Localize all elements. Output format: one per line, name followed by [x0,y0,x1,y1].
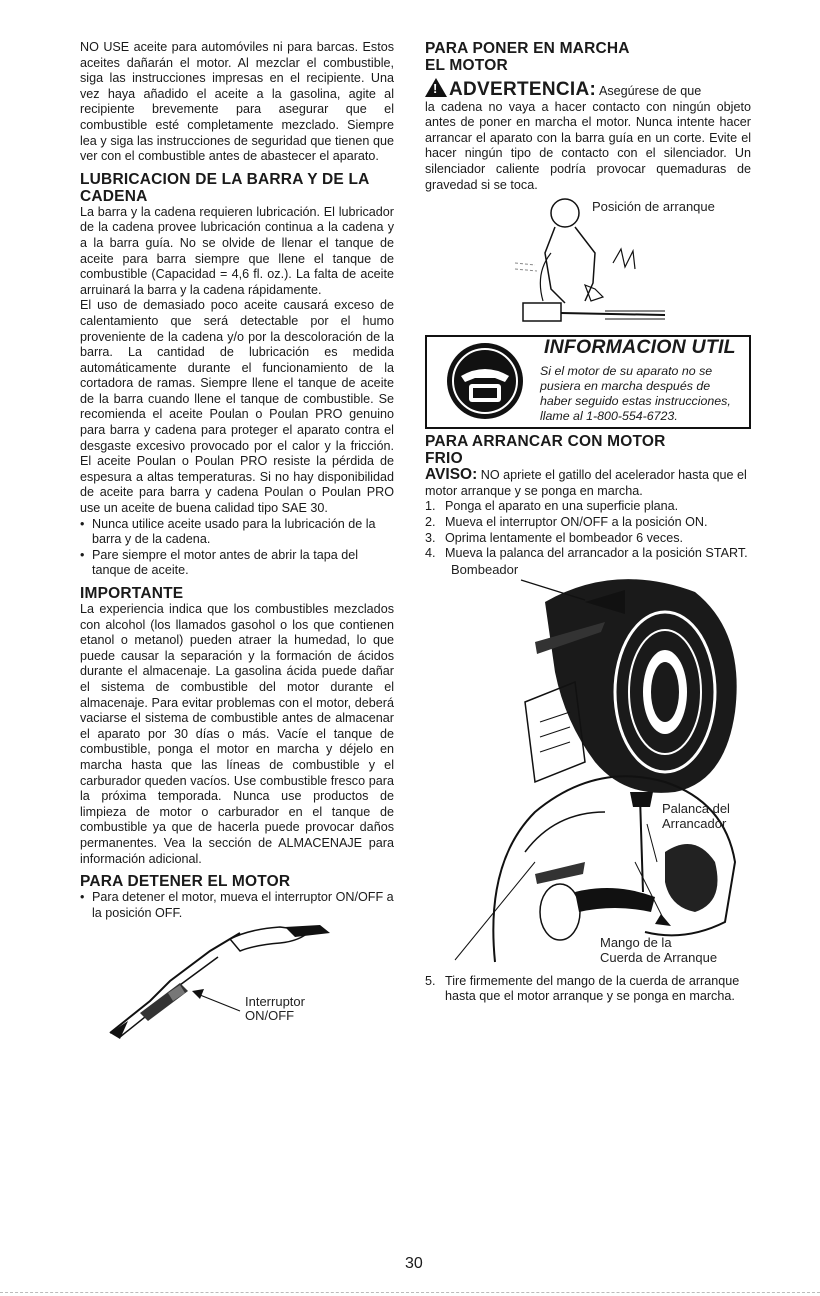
important-paragraph: La experiencia indica que los combustibles mezclados con alcohol (los llamados gasohol o los que contienen etanol o metanol) pueden atraer la humedad, lo que puede causar la separación y la formación de ácidos durante el almacenaje. La gasolina ácida puede dañar el sistema de combustible del motor durante el almacenaje. Para evitar problemas con el motor, deberá vaciarse el sistema de combustible antes de almacenar el aparato por 30 días o más. Vacíe el tanque de combustible, ponga el motor en marcha y déjelo en marcha hasta que las líneas de combustible y el carburador queden vacíos. Use combustible fresco para la próxima temporada. Nunca use productos de limpieza de motor o carburador en el tanque de combustible ya que de hacerla puede provocar daños permanentes. Vea la sección de ALMACENAJE para información adicional. [80,602,394,866]
list-item: • Para detener el motor, mueva el interruptor ON/OFF a la posición OFF. [80,890,394,921]
list-item [425,531,751,547]
lubrication-paragraph-2: El uso de demasiado poco aceite causará exceso de calentamiento que será detectable por el humo proveniente de la cadena y/o por la descoloración de la barra. La cantidad de lubricación es medida automáticamente durante el funcionamiento de la cortadora de ramas. Siempre llene el tanque de aceite de la barra cuando llene el tanque de combustible. Se recomienda el aceite Poulan o Poulan PRO genuino para barra y cadena para proteger el aparato contra el desgaste excesivo provocado por el calor y la fricción. El aceite Poulan o Poulan PRO resiste la pérdida de espesura a altas temperaturas. Si no hay disponibilidad de aceite para barra y cadena Poulan o Poulan PRO use un aceite de buena calidad tipo SAE 30. [80,298,394,516]
starting-position-label: Posición de arranque [592,199,715,215]
notice-title: AVISO: [425,466,478,484]
step-text: Mueva la palanca del arrancador a la posición START. [445,546,748,561]
list-item: • Nunca utilice aceite usado para la lubricación de la barra y de la cadena. [80,517,394,548]
list-item [425,499,751,515]
engine-controls-figure [425,562,751,974]
warning-lead: Asegúrese de que [596,84,702,98]
lubrication-paragraph-1: La barra y la cadena requieren lubricación. El lubricador de la cadena provee lubricación continua a la cadena y a la barra guía. No se olvide de llenar el tanque de aceite para barra siempre que llene el tanque de combustible (Capacidad = 4,6 fl. oz.). La falta de aceite arruinará la barra y la cadena rápidamente. [80,204,394,297]
notice-text: NO apriete el gatillo del acelerador hasta que el motor arranque y se ponga en marcha. [425,468,747,498]
step-text: Ponga el aparato en una superficie plana. [445,499,679,514]
warning-block [425,78,751,100]
step-number: 5. [425,973,436,988]
page-number: 30 [405,1255,423,1272]
telephone-icon [433,338,543,424]
lubrication-heading: LUBRICACION DE LA BARRA Y DE LA CADENA [80,170,369,205]
list-item: • Pare siempre el motor antes de abrir la tapa del tanque de aceite. [80,548,394,579]
starting-position-figure [425,193,751,329]
warning-text: la cadena no vaya a hacer contacto con ningún objeto antes de poner en marcha el motor. Nunca intente hacer arrancar el aparato con la barra guía en un corte. Evite el hacer ningún tipo de contacto con el silenciador. Un silenciador caliente podría provocar quemaduras de gravedad si se toca. [425,99,751,192]
primer-label: Bombeador [451,561,519,577]
switch-label-line-1: Interruptor [245,994,305,1010]
info-box [425,335,751,429]
starter-lever-label-line-1: Palanca del [662,800,730,816]
step-number: 4. [425,546,436,561]
starter-handle-label-line-2: Cuerda de Arranque [600,949,718,965]
right-column [425,40,751,1005]
starter-handle-label-line-1: Mango de la [600,934,672,950]
list-item [425,974,751,1005]
engine-controls-illustration [425,562,751,974]
switch-label-line-2: ON/OFF [245,1008,295,1024]
warning-title: ADVERTENCIA: [449,79,597,100]
page-bottom-rule [0,1292,820,1293]
step-number: 1. [425,499,436,514]
intro-paragraph: NO USE aceite para automóviles ni para barcas. Estos aceites dañarán el motor. Al mezclar el combustible, siga las instrucciones impresas en el recipiente. Una vez haya añadido el aceite a la gasolina, agite al recipiente brevemente para asegurar que el combustible esté completamente mezclado. Siempre lea y siga las instrucciones de seguridad que tienen que ver con el combustible antes de abastecer el aparato. [80,40,394,164]
list-item [425,515,751,531]
info-title: INFORMACION UTIL [544,336,736,359]
step-text: Tire firmemente del mango de la cuerda de arranque hasta que el motor arranque y se ponga en marcha. [445,973,740,1004]
switch-figure [80,921,394,1041]
cold-start-heading-line-1: PARA ARRANCAR CON MOTOR [425,433,666,451]
starter-lever-label-line-2: Arrancador [662,815,727,831]
step-text: Mueva el interruptor ON/OFF a la posición ON. [445,514,708,529]
start-engine-heading-line-1: PARA PONER EN MARCHA [425,40,630,57]
step-number: 3. [425,530,436,545]
cold-start-steps [425,499,751,561]
cold-start-step-5 [425,974,751,1005]
step-number: 2. [425,514,436,529]
step-text: Oprima lentamente el bombeador 6 veces. [445,530,684,545]
switch-illustration [80,921,394,1041]
cold-start-heading-line-2: FRIO [425,450,463,468]
list-item [425,546,751,562]
lubrication-bullets [80,517,394,579]
stop-engine-bullets [80,890,394,921]
left-column [80,40,394,1041]
info-text: Si el motor de su aparato no se pusiera en marcha después de haber seguido estas instrucciones, llame al 1-800-554-6723. [540,364,731,424]
warning-triangle-icon [425,78,447,97]
important-heading: IMPORTANTE [80,585,184,602]
stop-engine-heading: PARA DETENER EL MOTOR [80,873,291,891]
start-engine-heading-line-2: EL MOTOR [425,57,508,74]
